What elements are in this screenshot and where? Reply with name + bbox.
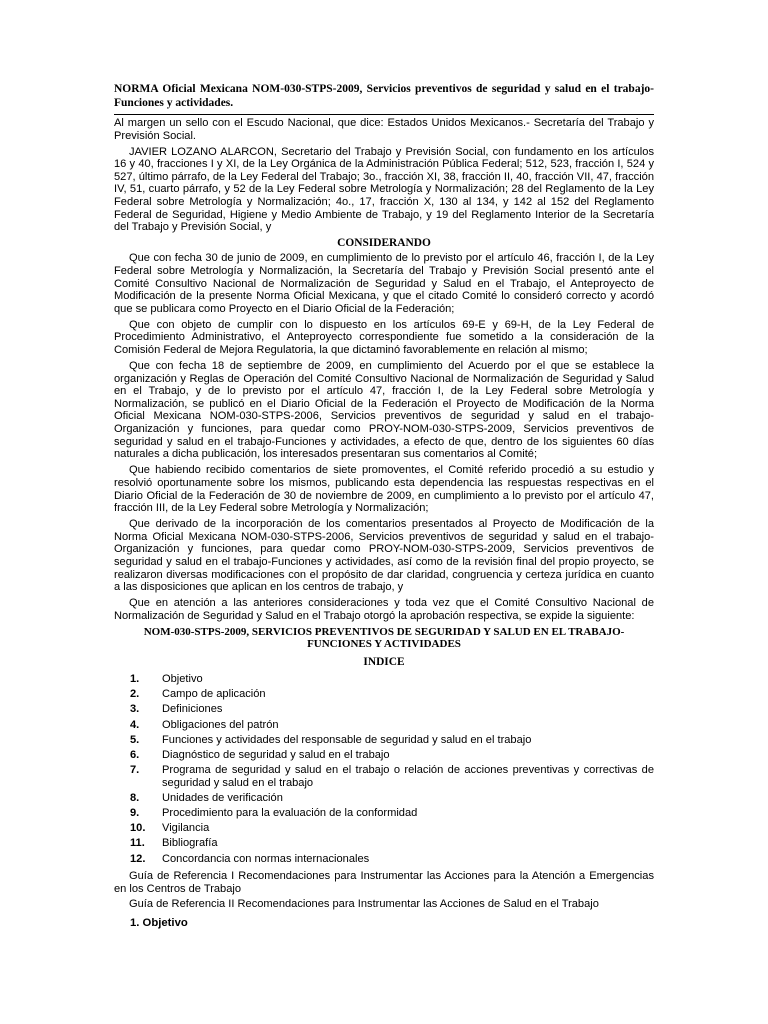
index-item	[114, 719, 654, 732]
index-label: Vigilancia	[162, 822, 210, 835]
section-heading: 1. Objetivo	[130, 917, 188, 929]
index-number: 2.	[130, 688, 140, 701]
index-number: 11.	[130, 837, 145, 850]
index-label: Funciones y actividades del responsable de seguridad y salud en el trabajo	[162, 733, 532, 746]
index-number: 9.	[130, 807, 140, 820]
document-body	[114, 117, 654, 930]
index-label: Concordancia con normas internacionales	[162, 852, 370, 865]
index-number: 5.	[130, 733, 140, 746]
index-item	[114, 749, 654, 762]
index-number: 1.	[130, 672, 140, 685]
index-label: Obligaciones del patrón	[162, 718, 279, 731]
considerando-paragraph: Que en atención a las anteriores consideraciones y toda vez que el Comité Consultivo Nacional de Normalización de Seguridad y Salud en el Trabajo otorgó la aprobación respectiva, se expide la siguiente:	[114, 597, 654, 622]
index-label: Procedimiento para la evaluación de la conformidad	[162, 807, 418, 820]
document-title: NORMA Oficial Mexicana NOM-030-STPS-2009, Servicios preventivos de seguridad y salud en el trabajo-Funciones y actividades.	[114, 82, 654, 115]
index-label: Programa de seguridad y salud en el trabajo o relación de acciones preventivas y correctivas de seguridad y salud en el trabajo	[162, 764, 654, 789]
index-label: Campo de aplicación	[162, 688, 266, 701]
index-item	[114, 837, 654, 850]
index-item	[114, 688, 654, 701]
index-list	[114, 673, 654, 865]
reference-guide: Guía de Referencia I Recomendaciones para Instrumentar las Acciones para la Atención a Emergencias en los Centros de Trabajo	[114, 870, 654, 895]
considerando-paragraph: Que derivado de la incorporación de los comentarios presentados al Proyecto de Modificación de la Norma Oficial Mexicana NOM-030-STPS-2006, Servicios preventivos de seguridad y salud en el trabajo-Organización y funciones, para quedar como PROY-NOM-030-STPS-2009, Servicios preventivos de seguridad y salud en el trabajo-Funciones y actividades, así como de la revisión final del propio proyecto, se realizaron diversas modificaciones con el propósito de dar claridad, congruencia y certeza jurídica en cuanto a las disposiciones que aplican en los centros de trabajo, y	[114, 518, 654, 594]
index-number: 7.	[130, 764, 140, 777]
index-label: Definiciones	[162, 703, 223, 716]
index-label: Bibliografía	[162, 837, 218, 850]
index-label: Unidades de verificación	[162, 791, 283, 804]
index-item	[114, 853, 654, 866]
authority-paragraph: JAVIER LOZANO ALARCON, Secretario del Trabajo y Previsión Social, con fundamento en los artículos 16 y 40, fracciones I y XI, de la Ley Orgánica de la Administración Pública Federal; 512, 523, fracción I, 524 y 527, último párrafo, de la Ley Federal del Trabajo; 3o., fracción XI, 38, fracción II, 40, fracción VII, 47, fracción IV, 51, cuarto párrafo, y 52 de la Ley Federal sobre Metrología y Normalización; 28 del Reglamento de la Ley Federal sobre Metrología y Normalización; 4o., 17, fracción X, 130 al 134, y 142 al 152 del Reglamento Federal de Seguridad, Higiene y Medio Ambiente de Trabajo, y 19 del Reglamento Interior de la Secretaría del Trabajo y Previsión Social, y	[114, 145, 654, 234]
index-number: 10.	[130, 822, 146, 835]
index-item	[114, 734, 654, 747]
index-item	[114, 822, 654, 835]
considerando-paragraph: Que con objeto de cumplir con lo dispuesto en los artículos 69-E y 69-H, de la Ley Federal de Procedimiento Administrativo, el Anteproyecto correspondiente fue sometido a la consideración de la Comisión Federal de Mejora Regulatoria, la que dictaminó favorablemente en relación al mismo;	[114, 318, 654, 356]
considerando-paragraph: Que habiendo recibido comentarios de siete promoventes, el Comité referido procedió a su estudio y resolvió oportunamente sobre los mismos, publicando esta dependencia las respuestas respectivas en el Diario Oficial de la Federación de 30 de noviembre de 2009, en cumplimiento a lo previsto por el artículo 47, fracción III, de la Ley Federal sobre Metrología y Normalización;	[114, 464, 654, 515]
index-number: 6.	[130, 748, 140, 761]
index-label: Diagnóstico de seguridad y salud en el trabajo	[162, 748, 390, 761]
norm-heading: NOM-030-STPS-2009, SERVICIOS PREVENTIVOS DE SEGURIDAD Y SALUD EN EL TRABAJO-FUNCIONES Y ACTIVIDADES	[143, 625, 625, 650]
index-heading: INDICE	[363, 655, 405, 668]
seal-paragraph: Al margen un sello con el Escudo Nacional, que dice: Estados Unidos Mexicanos.- Secretaría del Trabajo y Previsión Social.	[114, 117, 654, 142]
index-item	[114, 764, 654, 789]
index-label: Objetivo	[162, 672, 203, 685]
index-item	[114, 673, 654, 686]
index-number: 8.	[130, 791, 140, 804]
index-number: 3.	[130, 703, 140, 716]
index-item	[114, 703, 654, 716]
considerando-paragraph: Que con fecha 18 de septiembre de 2009, en cumplimiento del Acuerdo por el que se establece la organización y Reglas de Operación del Comité Consultivo Nacional de Normalización de Seguridad y Salud en el Trabajo, y de lo previsto por el artículo 47, fracción I, de la Ley Federal sobre Metrología y Normalización, se publicó en el Diario Oficial de la Federación el Proyecto de Modificación de la Norma Oficial Mexicana NOM-030-STPS-2006, Servicios preventivos de seguridad y salud en el trabajo-Organización y funciones, para quedar como PROY-NOM-030-STPS-2009, Servicios preventivos de seguridad y salud en el trabajo-Funciones y actividades, a efecto de que, dentro de los siguientes 60 días naturales a dicha publicación, los interesados presentaran sus comentarios al Comité;	[114, 360, 654, 461]
reference-guide: Guía de Referencia II Recomendaciones para Instrumentar las Acciones de Salud en el Trabajo	[129, 898, 599, 911]
index-item	[114, 792, 654, 805]
index-number: 12.	[130, 852, 146, 865]
index-number: 4.	[130, 718, 140, 731]
considerando-heading: CONSIDERANDO	[337, 237, 431, 250]
index-item	[114, 807, 654, 820]
document-page	[114, 82, 654, 930]
considerando-paragraph: Que con fecha 30 de junio de 2009, en cumplimiento de lo previsto por el artículo 46, fracción I, de la Ley Federal sobre Metrología y Normalización, la Secretaría del Trabajo y Previsión Social presentó ante el Comité Consultivo Nacional de Normalización de Seguridad y Salud en el Trabajo, el Anteproyecto de Modificación de la presente Norma Oficial Mexicana, y que el citado Comité lo consideró correcto y acordó que se publicara como Proyecto en el Diario Oficial de la Federación;	[114, 252, 654, 315]
